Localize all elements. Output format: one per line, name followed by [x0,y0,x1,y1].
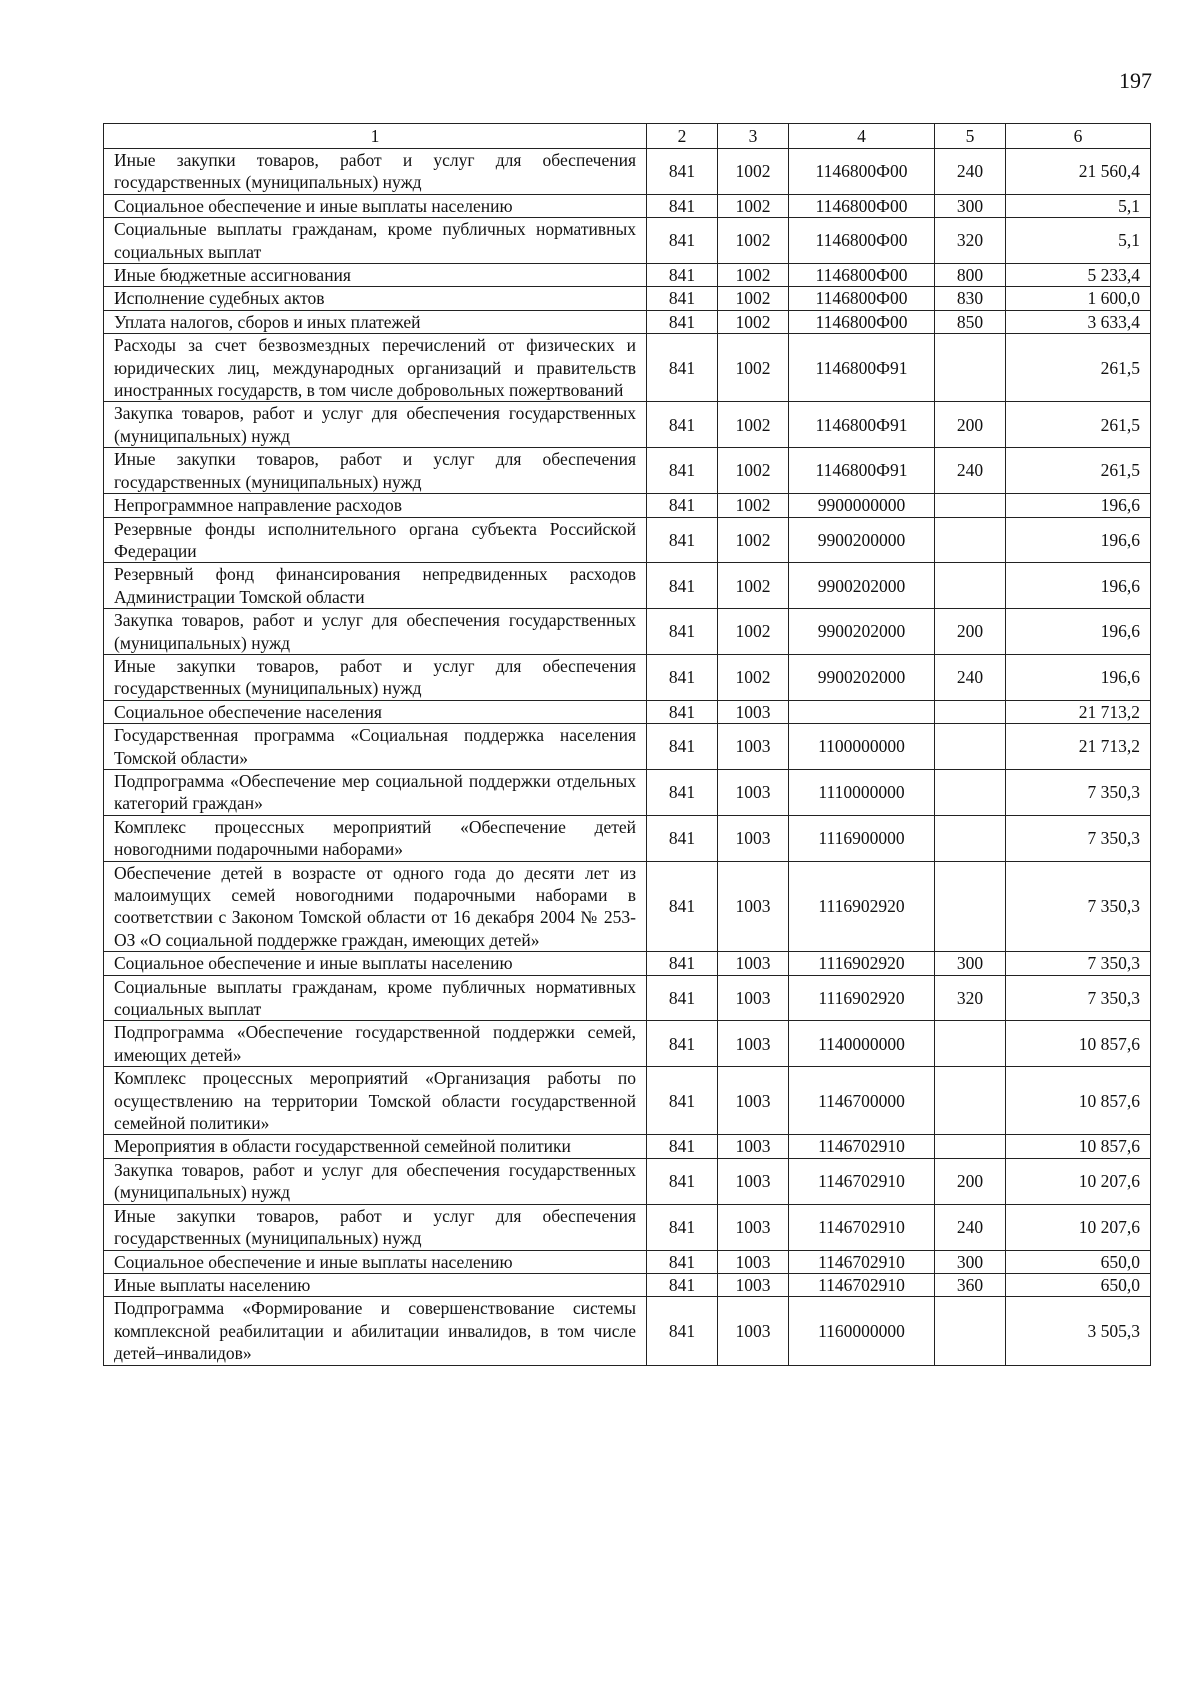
budget-table [103,123,1151,1366]
target-code-cell: 9900202000 [789,654,935,700]
section-code-cell: 1002 [718,517,789,563]
target-code-cell: 1146702910 [789,1158,935,1204]
row-name-cell: Социальные выплаты гражданам, кроме публичных нормативных социальных выплат [104,218,647,264]
row-name-cell: Непрограммное направление расходов [104,494,647,517]
row-name-cell: Резервный фонд финансирования непредвиденных расходов Администрации Томской области [104,563,647,609]
table-row [104,1021,1151,1067]
ministry-code-cell: 841 [647,724,718,770]
expense-type-cell: 240 [935,1204,1006,1250]
table-row [104,815,1151,861]
expense-type-cell: 300 [935,194,1006,217]
section-code-cell: 1002 [718,194,789,217]
target-code-cell: 9900200000 [789,517,935,563]
ministry-code-cell: 841 [647,952,718,975]
row-name-cell: Расходы за счет безвозмездных перечислений от физических и юридических лиц, международных организаций и правительств иностранных государств, в том числе добровольных пожертвований [104,334,647,402]
expense-type-cell [935,861,1006,952]
amount-cell: 21 713,2 [1006,700,1151,723]
section-code-cell: 1003 [718,975,789,1021]
target-code-cell: 1116902920 [789,952,935,975]
table-row [104,1204,1151,1250]
header-cell-3: 3 [718,124,789,149]
table-header [104,124,1151,149]
expense-type-cell: 200 [935,1158,1006,1204]
header-cell-1: 1 [104,124,647,149]
row-name-cell: Иные закупки товаров, работ и услуг для обеспечения государственных (муниципальных) нужд [104,654,647,700]
row-name-cell: Иные бюджетные ассигнования [104,264,647,287]
target-code-cell: 9900000000 [789,494,935,517]
row-name-cell: Резервные фонды исполнительного органа субъекта Российской Федерации [104,517,647,563]
header-row [104,124,1151,149]
ministry-code-cell: 841 [647,861,718,952]
ministry-code-cell: 841 [647,264,718,287]
section-code-cell: 1003 [718,1158,789,1204]
amount-cell: 196,6 [1006,494,1151,517]
table-row [104,1297,1151,1365]
ministry-code-cell: 841 [647,654,718,700]
row-name-cell: Иные выплаты населению [104,1273,647,1296]
ministry-code-cell: 841 [647,815,718,861]
table-row [104,494,1151,517]
amount-cell: 261,5 [1006,448,1151,494]
row-name-cell: Комплекс процессных мероприятий «Организация работы по осуществлению на территории Томской области государственной семейной политики» [104,1067,647,1135]
target-code-cell: 1116902920 [789,861,935,952]
header-cell-6: 6 [1006,124,1151,149]
ministry-code-cell: 841 [647,448,718,494]
section-code-cell: 1002 [718,149,789,195]
ministry-code-cell: 841 [647,769,718,815]
target-code-cell: 1146702910 [789,1204,935,1250]
section-code-cell: 1003 [718,1204,789,1250]
section-code-cell: 1003 [718,1250,789,1273]
row-name-cell: Социальное обеспечение и иные выплаты населению [104,194,647,217]
row-name-cell: Социальное обеспечение населения [104,700,647,723]
row-name-cell: Закупка товаров, работ и услуг для обеспечения государственных (муниципальных) нужд [104,402,647,448]
row-name-cell: Социальное обеспечение и иные выплаты населению [104,952,647,975]
ministry-code-cell: 841 [647,975,718,1021]
amount-cell: 196,6 [1006,563,1151,609]
amount-cell: 10 857,6 [1006,1021,1151,1067]
table-row [104,1067,1151,1135]
target-code-cell: 1146800Ф00 [789,310,935,333]
expense-type-cell [935,724,1006,770]
section-code-cell: 1002 [718,287,789,310]
table-row [104,194,1151,217]
target-code-cell: 1146800Ф00 [789,287,935,310]
target-code-cell: 1146702910 [789,1273,935,1296]
row-name-cell: Иные закупки товаров, работ и услуг для обеспечения государственных (муниципальных) нужд [104,1204,647,1250]
table-row [104,334,1151,402]
ministry-code-cell: 841 [647,1021,718,1067]
target-code-cell: 1160000000 [789,1297,935,1365]
ministry-code-cell: 841 [647,1250,718,1273]
expense-type-cell: 320 [935,218,1006,264]
amount-cell: 196,6 [1006,517,1151,563]
amount-cell: 21 560,4 [1006,149,1151,195]
section-code-cell: 1003 [718,700,789,723]
target-code-cell: 9900202000 [789,609,935,655]
table-row [104,769,1151,815]
ministry-code-cell: 841 [647,609,718,655]
target-code-cell: 1110000000 [789,769,935,815]
target-code-cell: 1100000000 [789,724,935,770]
target-code-cell: 9900202000 [789,563,935,609]
ministry-code-cell: 841 [647,194,718,217]
table-row [104,861,1151,952]
amount-cell: 10 207,6 [1006,1204,1151,1250]
table-row [104,975,1151,1021]
table-row [104,700,1151,723]
expense-type-cell: 240 [935,654,1006,700]
table-row [104,517,1151,563]
expense-type-cell: 200 [935,609,1006,655]
expense-type-cell [935,1297,1006,1365]
table-row [104,952,1151,975]
table-row [104,1273,1151,1296]
section-code-cell: 1002 [718,494,789,517]
row-name-cell: Закупка товаров, работ и услуг для обеспечения государственных (муниципальных) нужд [104,1158,647,1204]
section-code-cell: 1002 [718,654,789,700]
section-code-cell: 1003 [718,1021,789,1067]
section-code-cell: 1003 [718,1135,789,1158]
amount-cell: 7 350,3 [1006,815,1151,861]
target-code-cell: 1146800Ф00 [789,264,935,287]
amount-cell: 3 505,3 [1006,1297,1151,1365]
ministry-code-cell: 841 [647,310,718,333]
table-row [104,448,1151,494]
expense-type-cell [935,563,1006,609]
expense-type-cell: 240 [935,149,1006,195]
row-name-cell: Государственная программа «Социальная поддержка населения Томской области» [104,724,647,770]
amount-cell: 7 350,3 [1006,952,1151,975]
amount-cell: 261,5 [1006,334,1151,402]
ministry-code-cell: 841 [647,287,718,310]
target-code-cell: 1146800Ф91 [789,448,935,494]
expense-type-cell [935,1135,1006,1158]
amount-cell: 21 713,2 [1006,724,1151,770]
table-row [104,609,1151,655]
amount-cell: 7 350,3 [1006,861,1151,952]
table-row [104,149,1151,195]
table-row [104,402,1151,448]
amount-cell: 7 350,3 [1006,769,1151,815]
amount-cell: 10 857,6 [1006,1135,1151,1158]
target-code-cell: 1146702910 [789,1135,935,1158]
table-row [104,264,1151,287]
amount-cell: 10 857,6 [1006,1067,1151,1135]
expense-type-cell [935,1021,1006,1067]
section-code-cell: 1002 [718,448,789,494]
table-row [104,654,1151,700]
target-code-cell: 1146800Ф00 [789,218,935,264]
expense-type-cell: 320 [935,975,1006,1021]
table-row [104,287,1151,310]
target-code-cell [789,700,935,723]
row-name-cell: Обеспечение детей в возрасте от одного года до десяти лет из малоимущих семей новогодними подарочными наборами в соответствии с Законом Томской области от 16 декабря 2004 № 253-ОЗ «О социальной поддержке граждан, имеющих детей» [104,861,647,952]
amount-cell: 3 633,4 [1006,310,1151,333]
ministry-code-cell: 841 [647,402,718,448]
row-name-cell: Закупка товаров, работ и услуг для обеспечения государственных (муниципальных) нужд [104,609,647,655]
ministry-code-cell: 841 [647,517,718,563]
header-cell-4: 4 [789,124,935,149]
amount-cell: 650,0 [1006,1273,1151,1296]
table-row [104,1135,1151,1158]
target-code-cell: 1116902920 [789,975,935,1021]
row-name-cell: Исполнение судебных актов [104,287,647,310]
target-code-cell: 1146800Ф91 [789,402,935,448]
amount-cell: 10 207,6 [1006,1158,1151,1204]
expense-type-cell [935,494,1006,517]
amount-cell: 196,6 [1006,654,1151,700]
header-cell-5: 5 [935,124,1006,149]
section-code-cell: 1003 [718,815,789,861]
section-code-cell: 1002 [718,310,789,333]
amount-cell: 650,0 [1006,1250,1151,1273]
section-code-cell: 1003 [718,1297,789,1365]
section-code-cell: 1002 [718,334,789,402]
section-code-cell: 1002 [718,609,789,655]
amount-cell: 5,1 [1006,194,1151,217]
expense-type-cell [935,517,1006,563]
row-name-cell: Подпрограмма «Формирование и совершенствование системы комплексной реабилитации и абилитации инвалидов, в том числе детей–инвалидов» [104,1297,647,1365]
table-row [104,1250,1151,1273]
row-name-cell: Социальные выплаты гражданам, кроме публичных нормативных социальных выплат [104,975,647,1021]
row-name-cell: Подпрограмма «Обеспечение мер социальной поддержки отдельных категорий граждан» [104,769,647,815]
row-name-cell: Мероприятия в области государственной семейной политики [104,1135,647,1158]
table-row [104,218,1151,264]
expense-type-cell: 200 [935,402,1006,448]
section-code-cell: 1003 [718,952,789,975]
ministry-code-cell: 841 [647,494,718,517]
expense-type-cell: 240 [935,448,1006,494]
expense-type-cell: 360 [935,1273,1006,1296]
ministry-code-cell: 841 [647,1204,718,1250]
ministry-code-cell: 841 [647,1067,718,1135]
section-code-cell: 1003 [718,861,789,952]
ministry-code-cell: 841 [647,149,718,195]
section-code-cell: 1002 [718,563,789,609]
ministry-code-cell: 841 [647,700,718,723]
target-code-cell: 1146702910 [789,1250,935,1273]
ministry-code-cell: 841 [647,1135,718,1158]
section-code-cell: 1003 [718,769,789,815]
row-name-cell: Иные закупки товаров, работ и услуг для обеспечения государственных (муниципальных) нужд [104,149,647,195]
amount-cell: 5 233,4 [1006,264,1151,287]
row-name-cell: Иные закупки товаров, работ и услуг для обеспечения государственных (муниципальных) нужд [104,448,647,494]
section-code-cell: 1003 [718,1273,789,1296]
expense-type-cell [935,815,1006,861]
target-code-cell: 1146700000 [789,1067,935,1135]
ministry-code-cell: 841 [647,1273,718,1296]
expense-type-cell: 300 [935,952,1006,975]
target-code-cell: 1116900000 [789,815,935,861]
table-body [104,149,1151,1366]
table-row [104,724,1151,770]
table-row [104,310,1151,333]
target-code-cell: 1140000000 [789,1021,935,1067]
amount-cell: 261,5 [1006,402,1151,448]
row-name-cell: Комплекс процессных мероприятий «Обеспечение детей новогодними подарочными наборами» [104,815,647,861]
section-code-cell: 1002 [718,264,789,287]
expense-type-cell [935,700,1006,723]
expense-type-cell: 300 [935,1250,1006,1273]
header-cell-2: 2 [647,124,718,149]
amount-cell: 7 350,3 [1006,975,1151,1021]
row-name-cell: Уплата налогов, сборов и иных платежей [104,310,647,333]
amount-cell: 5,1 [1006,218,1151,264]
ministry-code-cell: 841 [647,334,718,402]
expense-type-cell [935,1067,1006,1135]
expense-type-cell: 800 [935,264,1006,287]
expense-type-cell: 830 [935,287,1006,310]
target-code-cell: 1146800Ф00 [789,149,935,195]
expense-type-cell: 850 [935,310,1006,333]
section-code-cell: 1002 [718,402,789,448]
table-row [104,1158,1151,1204]
amount-cell: 196,6 [1006,609,1151,655]
row-name-cell: Социальное обеспечение и иные выплаты населению [104,1250,647,1273]
ministry-code-cell: 841 [647,563,718,609]
expense-type-cell [935,769,1006,815]
amount-cell: 1 600,0 [1006,287,1151,310]
target-code-cell: 1146800Ф00 [789,194,935,217]
table-row [104,563,1151,609]
row-name-cell: Подпрограмма «Обеспечение государственной поддержки семей, имеющих детей» [104,1021,647,1067]
section-code-cell: 1003 [718,1067,789,1135]
page-number: 197 [1119,68,1152,93]
ministry-code-cell: 841 [647,1297,718,1365]
target-code-cell: 1146800Ф91 [789,334,935,402]
section-code-cell: 1003 [718,724,789,770]
section-code-cell: 1002 [718,218,789,264]
expense-type-cell [935,334,1006,402]
ministry-code-cell: 841 [647,1158,718,1204]
ministry-code-cell: 841 [647,218,718,264]
